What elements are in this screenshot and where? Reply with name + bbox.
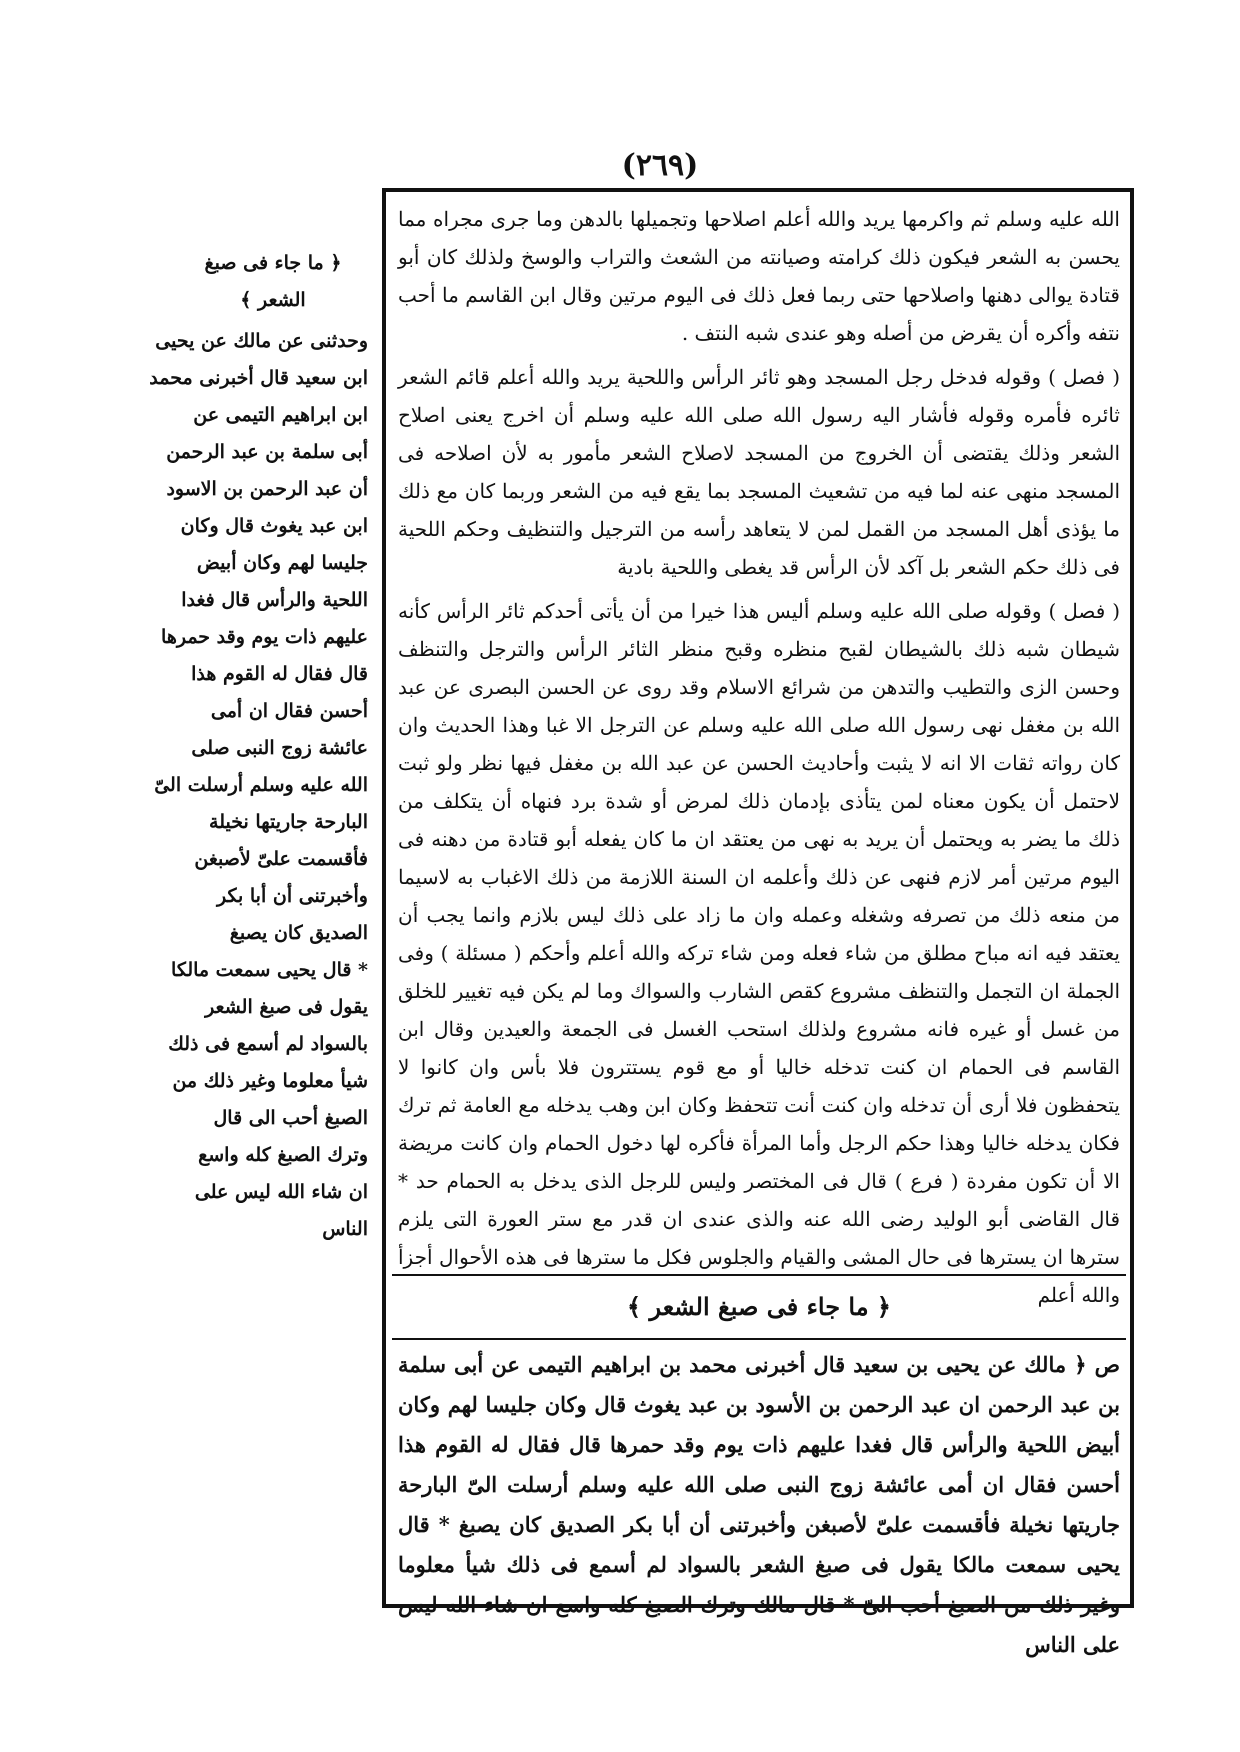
side-line: وأخبرتنى أن أبا بكر (217, 885, 368, 907)
side-line: الصديق كان يصبغ (229, 922, 368, 944)
side-line: ابن سعيد قال أخبرنى محمد (149, 367, 368, 389)
side-line: قال فقال له القوم هذا (191, 663, 368, 685)
commentary-paragraph: ( فصل ) وقوله فدخل رجل المسجد وهو ثائر الرأس واللحية يريد والله أعلم قائم الشعر ثائره فأمره وقوله فأشار اليه رسول الله صلى الله عليه وسلم أن اخرج يعنى اصلاح الشعر وذلك يقتضى أن الخروج من المسجد لاصلاح الشعر مأمور به لأن اصلاحه فى المسجد منهى عنه لما فيه من تشعيث المسجد بما يقع فيه من الشعر وربما كان مع ذلك ما يؤذى أهل المسجد من القمل لمن لا يتعاهد رأسه من الترجيل والتنظيف وحكم اللحية فى ذلك حكم الشعر بل آكد لأن الرأس قد يغطى واللحية بادية (398, 365, 1120, 579)
side-line: فأقسمت علىّ لأصبغن (194, 848, 368, 870)
side-line: يقول فى صبغ الشعر (205, 996, 368, 1018)
side-heading: ﴿ ما جاء فى صبغ الشعر ﴾ (204, 252, 342, 311)
side-line: أن عبد الرحمن بن الاسود (166, 478, 368, 500)
side-line: شيأ معلوما وغير ذلك من (172, 1070, 368, 1092)
side-line: الله عليه وسلم أرسلت الىّ (154, 774, 368, 796)
commentary-paragraph: ( فصل ) وقوله صلى الله عليه وسلم أليس هذا خيرا من أن يأتى أحدكم ثائر الرأس كأنه شيطان شبه ذلك بالشيطان لقبح منظره وقبح منظر الثائر الرأس والترجل والتنظف وحسن الزى والتطيب والتدهن من شرائع الاسلام وقد روى عن الحسن البصرى عن عبد الله بن مغفل نهى رسول الله صلى الله عليه وسلم عن الترجل الا غبا وهذا الحديث وان كان رواته ثقات الا انه لا يثبت وأحاديث الحسن عن عبد الله بن مغفل فيها نظر ولو ثبت لاحتمل أن يكون معناه لمن يتأذى بإدمان ذلك لمرض أو شدة برد فنهاه أن يتكلف من ذلك ما يضر به ويحتمل أن يريد به نهى من يعتقد ان ما كان يفعله أبو قتادة من دهنه فى اليوم مرتين أمر لازم فنهى عن ذلك وأعلمه ان السنة اللازمة من ذلك الاغباب به لاسيما من منعه ذلك من تصرفه وشغله وعمله وان ما زاد على ذلك ليس بلازم وانما يجب أن يعتقد فيه انه مباح مطلق من شاء فعله ومن شاء تركه والله أعلم وأحكم ( مسئلة ) وفى الجملة ان التجمل والتنظف مشروع كقص الشارب والسواك وما لم يكن فيه تغيير للخلق من غسل أو غيره فانه مشروع ولذلك استحب الغسل فى الجمعة والعيدين وقال ابن القاسم فى الحمام ان كنت تدخله خاليا أو مع قوم يستترون فلا بأس وان كانوا لا يتحفظون فلا أرى أن تدخله وان كنت أنت تتحفظ وكان ابن وهب يدخله مع العامة ثم ترك فكان يدخله خاليا وهذا حكم الرجل وأما المرأة فأكره لها دخول الحمام وان كانت مريضة الا أن تكون مفردة ( فرع ) قال فى المختصر وليس للرجل الذى يدخل به الحمام حد * قال القاضى أبو الوليد رضى الله عنه والذى عندى ان قدر مع ستر العورة التى يلزم سترها ان يسترها فى حال المشى والقيام والجلوس فكل ما سترها فى هذه الأحوال أجزأ والله أعلم (398, 599, 1121, 1307)
side-line: البارحة جاريتها نخيلة (209, 811, 368, 833)
side-line: وترك الصبغ كله واسع (198, 1144, 368, 1166)
side-line: بالسواد لم أسمع فى ذلك (168, 1033, 368, 1055)
side-line: عليهم ذات يوم وقد حمرها (161, 626, 368, 648)
side-line: أبى سلمة بن عبد الرحمن (166, 441, 368, 463)
side-line: ابن عبد يغوث قال وكان (180, 515, 368, 537)
side-line: عائشة زوج النبى صلى (191, 737, 368, 759)
side-line: * قال يحيى سمعت مالكا (171, 959, 368, 981)
side-line: الناس (322, 1218, 368, 1240)
side-column (149, 245, 368, 1248)
side-line: ابن ابراهيم التيمى عن (193, 404, 368, 426)
side-line: وحدثنى عن مالك عن يحيى (155, 330, 368, 352)
side-line: اللحية والرأس قال فغدا (181, 589, 368, 611)
side-line: ان شاء الله ليس على (194, 1181, 368, 1203)
section-heading: ﴿ ما جاء فى صبغ الشعر ﴾ (627, 1291, 891, 1321)
side-line: أحسن فقال ان أمى (210, 700, 368, 722)
divider-rule (392, 1338, 1126, 1340)
side-line: جليسا لهم وكان أبيض (196, 552, 368, 574)
main-text: ص ﴿ مالك عن يحيى بن سعيد قال أخبرنى محمد بن ابراهيم التيمى عن أبى سلمة بن عبد الرحمن ان عبد الرحمن بن الأسود بن عبد يغوث قال وكان جليسا لهم وكان أبيض اللحية والرأس قال فغدا عليهم ذات يوم وقد حمرها قال فقال له القوم هذا أحسن فقال ان أمى عائشة زوج النبى صلى الله عليه وسلم أرسلت الىّ البارحة جاريتها نخيلة فأقسمت علىّ لأصبغن وأخبرتنى أن أبا بكر الصديق كان يصبغ * قال يحيى سمعت مالكا يقول فى صبغ الشعر بالسواد لم أسمع فى ذلك شيأ معلوما وغير ذلك من الصبغ أحب الىّ * قال مالك وترك الصبغ كله واسع ان شاء الله ليس على الناس (398, 1352, 1120, 1657)
side-body (149, 323, 368, 1248)
side-line: الصبغ أحب الى قال (213, 1107, 368, 1129)
commentary-block (398, 200, 1120, 1320)
page-number: (٢٦٩) (621, 148, 699, 183)
divider-rule (392, 1274, 1126, 1276)
commentary-paragraph: الله عليه وسلم ثم واكرمها يريد والله أعلم اصلاحها وتجميلها بالدهن وما جرى مجراه مما يحسن به الشعر فيكون ذلك كرامته وصيانته من الشعث والتراب والوسخ ولذلك كان أبو قتادة يوالى دهنها واصلاحها حتى ربما فعل ذلك فى اليوم مرتين وقال ابن القاسم ما أحب نتفه وأكره أن يقرض من أصله وهو عندى شبه النتف . (398, 207, 1120, 345)
